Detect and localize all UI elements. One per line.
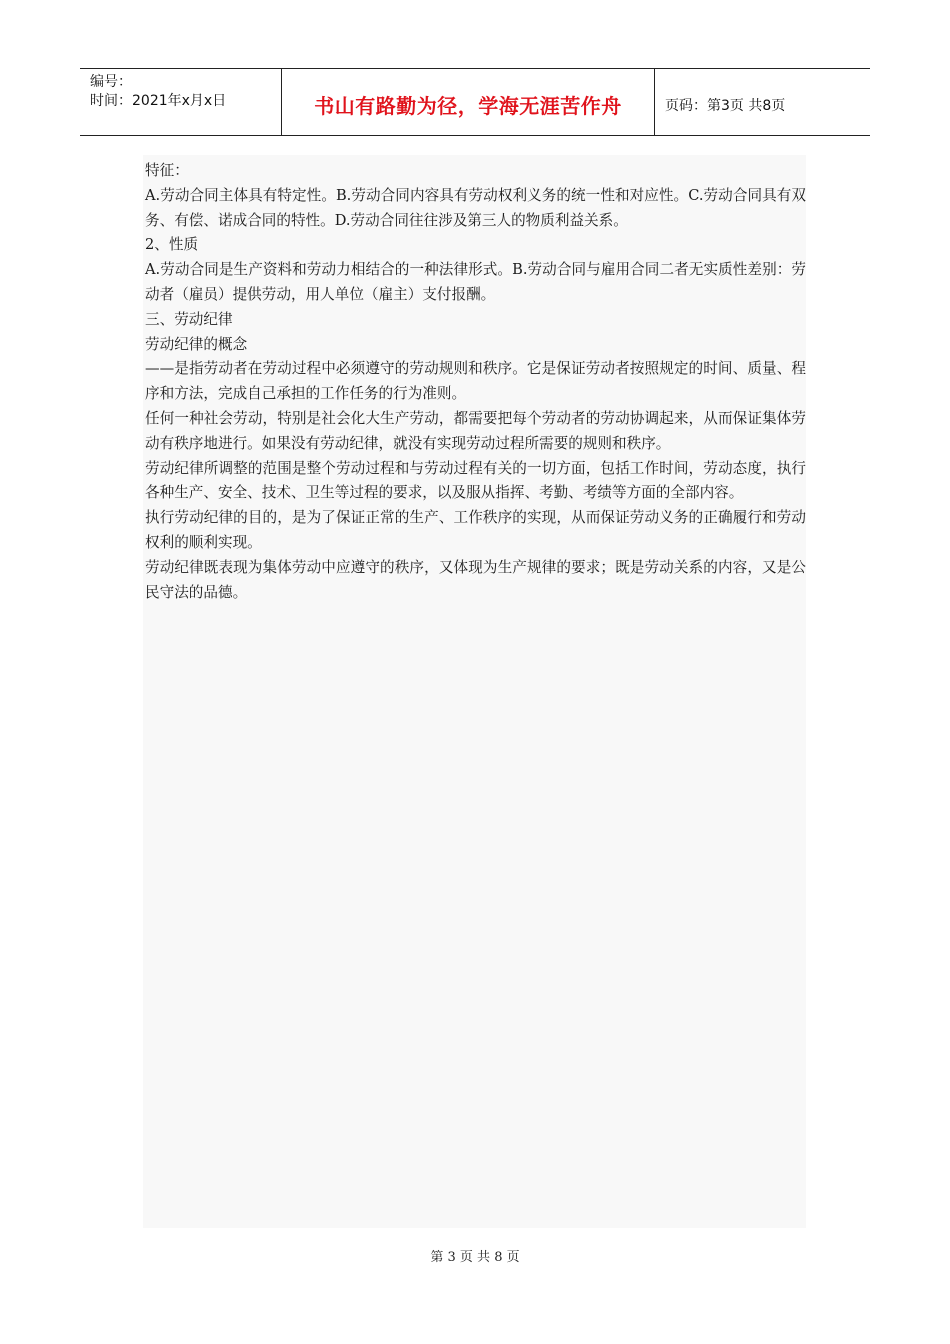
document-body — [143, 155, 806, 1228]
number-label: 编号： — [90, 74, 132, 90]
paragraph: 劳动纪律所调整的范围是整个劳动过程和与劳动过程有关的一切方面，包括工作时间，劳动态度，执行各种生产、安全、技术、卫生等过程的要求，以及服从指挥、考勤、考绩等方面的全部内容。 — [145, 459, 806, 502]
page-header — [80, 68, 870, 136]
header-motto: 书山有路勤为径，学海无涯苦作舟 — [314, 94, 622, 118]
paragraph: A.劳动合同主体具有特定性。B.劳动合同内容具有劳动权利义务的统一性和对应性。C.劳动合同具有双务、有偿、诺成合同的特性。D.劳动合同往往涉及第三人的物质利益关系。 — [145, 186, 806, 229]
section-heading: 三、劳动纪律 — [145, 310, 233, 328]
header-meta — [90, 73, 226, 111]
page-footer: 第 3 页 共 8 页 — [430, 1250, 520, 1265]
paragraph: A.劳动合同是生产资料和劳动力相结合的一种法律形式。B.劳动合同与雇用合同二者无实质性差别：劳动者（雇员）提供劳动，用人单位（雇主）支付报酬。 — [145, 261, 806, 303]
paragraph: ——是指劳动者在劳动过程中必须遵守的劳动规则和秩序。它是保证劳动者按照规定的时间、质量、程序和方法，完成自己承担的工作任务的行为准则。 — [145, 360, 806, 403]
header-divider — [654, 69, 655, 135]
paragraph: 劳动纪律既表现为集体劳动中应遵守的秩序，又体现为生产规律的要求；既是劳动关系的内容，又是公民守法的品德。 — [145, 558, 806, 601]
header-page-info: 页码：第3页 共8页 — [665, 97, 786, 114]
paragraph: 特征： — [145, 162, 189, 179]
subheading: 劳动纪律的概念 — [145, 335, 248, 353]
date-label: 时间：2021年x月x日 — [90, 93, 227, 109]
section-heading: 2、性质 — [145, 236, 199, 254]
paragraph: 任何一种社会劳动，特别是社会化大生产劳动，都需要把每个劳动者的劳动协调起来，从而保证集体劳动有秩序地进行。如果没有劳动纪律，就没有实现劳动过程所需要的规则和秩序。 — [145, 409, 806, 452]
paragraph: 执行劳动纪律的目的，是为了保证正常的生产、工作秩序的实现，从而保证劳动义务的正确履行和劳动权利的顺利实现。 — [145, 509, 806, 551]
